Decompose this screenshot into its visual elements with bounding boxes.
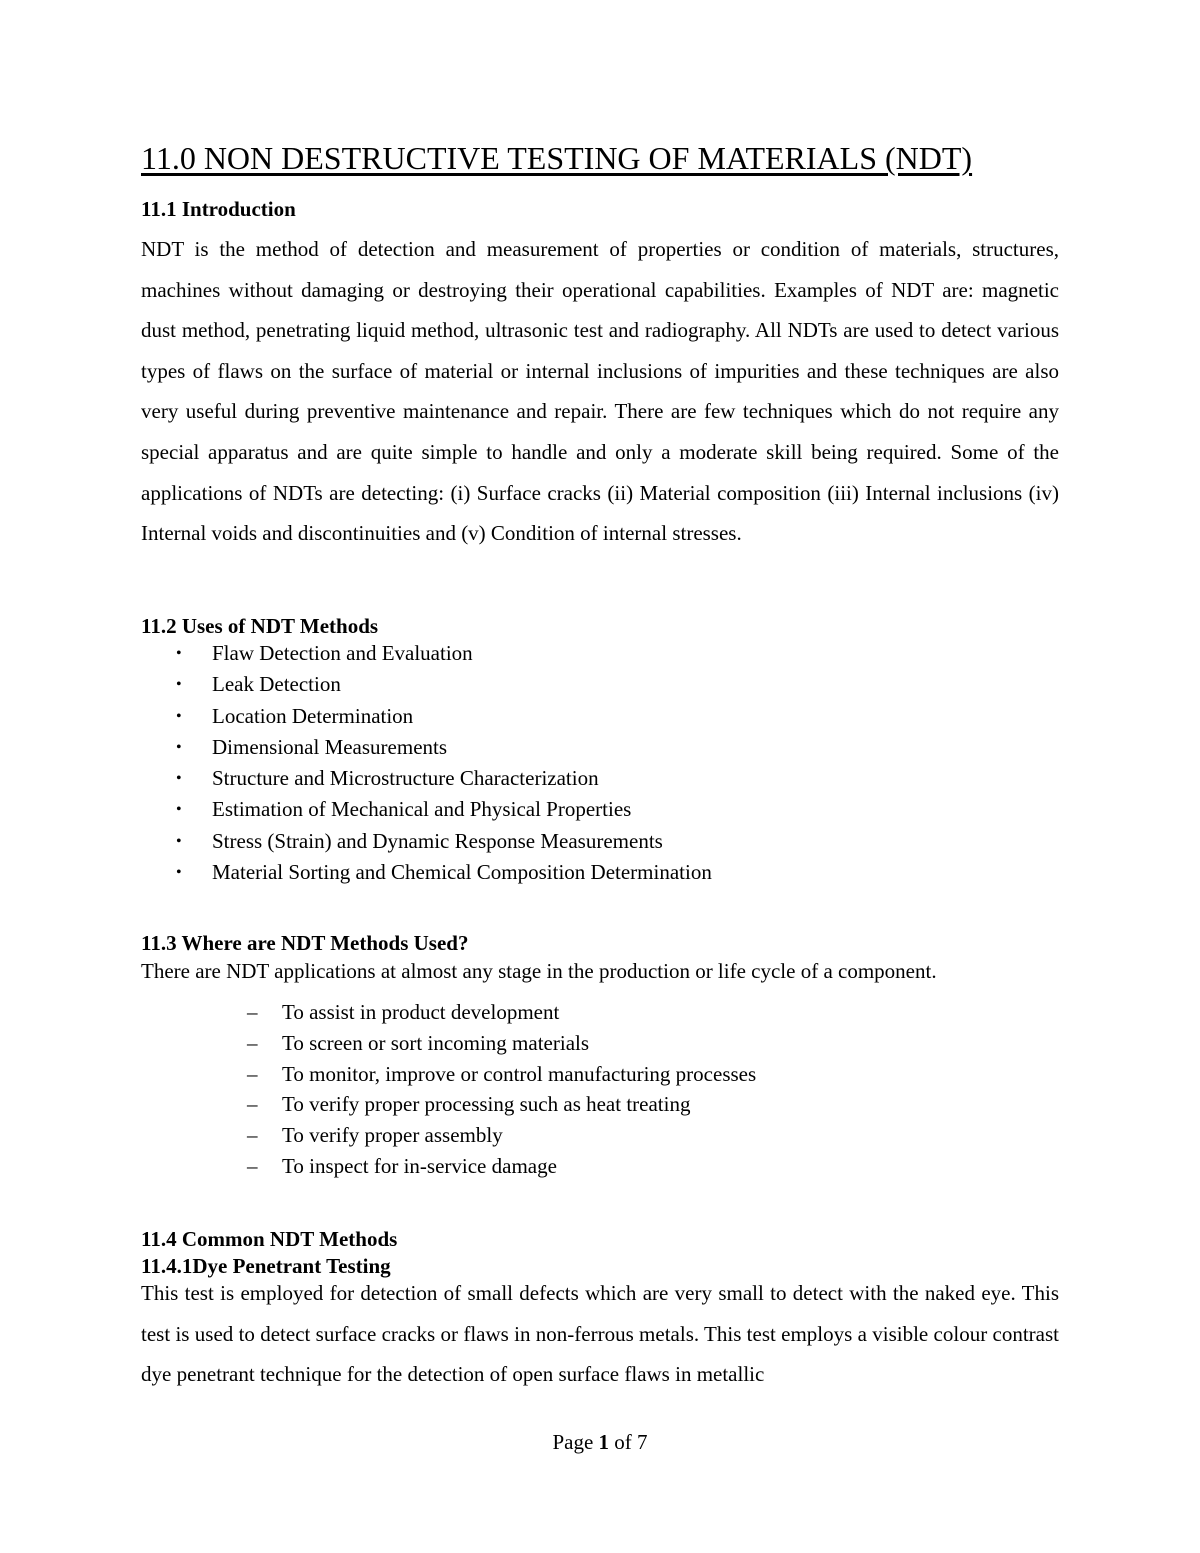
dash-icon: – bbox=[247, 1092, 258, 1117]
list-item: – To assist in product development bbox=[243, 997, 756, 1028]
list-item: • Dimensional Measurements bbox=[141, 732, 712, 763]
uses-list bbox=[141, 638, 712, 888]
list-item: – To verify proper assembly bbox=[243, 1120, 756, 1151]
bullet-icon: • bbox=[176, 707, 182, 725]
bullet-icon: • bbox=[176, 676, 182, 694]
list-item: • Stress (Strain) and Dynamic Response Measurements bbox=[141, 826, 712, 857]
page-of-label: of bbox=[614, 1430, 632, 1454]
uses-heading: 11.2 Uses of NDT Methods bbox=[141, 614, 379, 638]
list-item: – To screen or sort incoming materials bbox=[243, 1028, 756, 1059]
bullet-icon: • bbox=[176, 738, 182, 756]
where-heading: 11.3 Where are NDT Methods Used? bbox=[141, 931, 469, 955]
bullet-icon: • bbox=[176, 645, 182, 662]
page-label: Page bbox=[552, 1430, 594, 1454]
dash-icon: – bbox=[247, 1153, 258, 1178]
current-page-number: 1 bbox=[598, 1430, 610, 1454]
dash-icon: – bbox=[247, 1123, 258, 1148]
bullet-icon: • bbox=[176, 801, 182, 819]
list-item: • Estimation of Mechanical and Physical Properties bbox=[141, 794, 712, 825]
list-item: – To inspect for in-service damage bbox=[243, 1151, 756, 1182]
page-footer bbox=[0, 1430, 1200, 1455]
where-intro: There are NDT applications at almost any stage in the production or life cycle of a component. bbox=[141, 959, 937, 983]
list-item: • Structure and Microstructure Characterization bbox=[141, 763, 712, 794]
dye-penetrant-paragraph: This test is employed for detection of small defects which are very small to detect with the naked eye. This test is used to detect surface cracks or flaws in non-ferrous metals. This test employs a visible colour contrast dye penetrant technique for the detection of open surface flaws in metallic bbox=[141, 1281, 1059, 1387]
list-item: • Flaw Detection and Evaluation bbox=[141, 638, 712, 669]
dash-icon: – bbox=[247, 1061, 258, 1086]
dash-icon: – bbox=[247, 1000, 258, 1024]
where-list bbox=[243, 997, 756, 1182]
page-title: 11.0 NON DESTRUCTIVE TESTING OF MATERIALS (NDT) bbox=[141, 140, 973, 176]
intro-paragraph: NDT is the method of detection and measurement of properties or condition of materials, structures, machines without damaging or destroying their operational capabilities. Examples of NDT are: magnetic dust method, penetrating liquid method, ultrasonic test and radiography. All NDTs are used to detect various types of flaws on the surface of material or internal inclusions of impurities and these techniques are also very useful during preventive maintenance and repair. There are few techniques which do not require any special apparatus and are quite simple to handle and only a moderate skill being required. Some of the applications of NDTs are detecting: (i) Surface cracks (ii) Material composition (iii) Internal inclusions (iv) Internal voids and discontinuities and (v) Condition of internal stresses. bbox=[141, 237, 1059, 546]
list-item: • Leak Detection bbox=[141, 669, 712, 700]
intro-heading: 11.1 Introduction bbox=[141, 197, 296, 221]
list-item: – To monitor, improve or control manufacturing processes bbox=[243, 1059, 756, 1090]
bullet-icon: • bbox=[176, 770, 182, 788]
list-item: – To verify proper processing such as heat treating bbox=[243, 1089, 756, 1120]
bullet-icon: • bbox=[176, 832, 182, 850]
dye-penetrant-heading: 11.4.1Dye Penetrant Testing bbox=[141, 1254, 391, 1278]
dash-icon: – bbox=[247, 1030, 258, 1055]
total-pages: 7 bbox=[637, 1430, 648, 1454]
bullet-icon: • bbox=[176, 864, 182, 882]
list-item: • Material Sorting and Chemical Composition Determination bbox=[141, 857, 712, 888]
common-heading: 11.4 Common NDT Methods bbox=[141, 1227, 398, 1251]
list-item: • Location Determination bbox=[141, 701, 712, 732]
